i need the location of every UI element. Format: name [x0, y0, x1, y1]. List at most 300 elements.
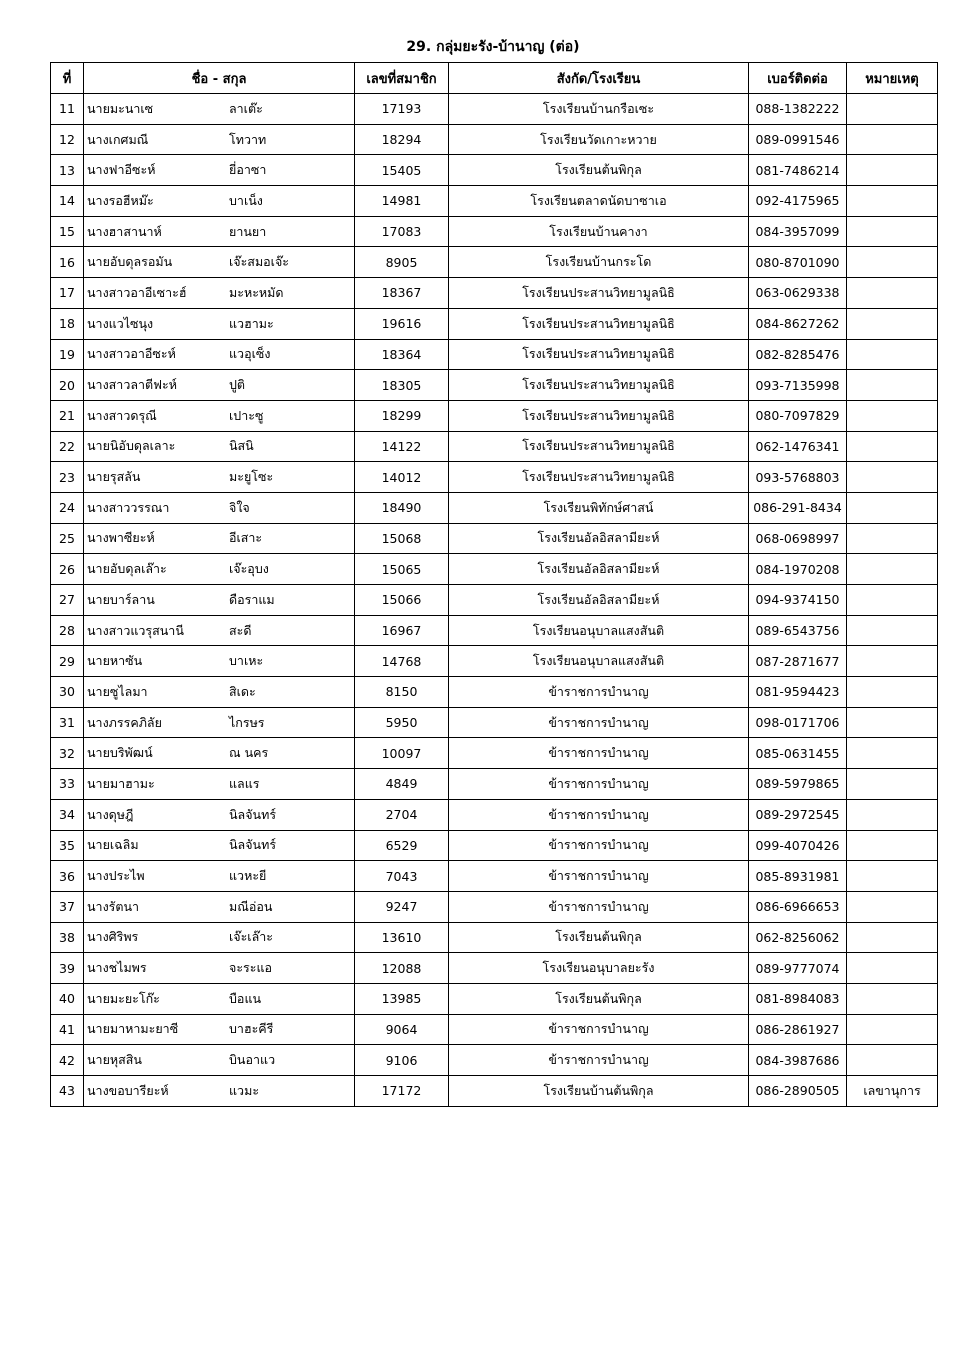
- row-number: 28: [51, 615, 84, 646]
- table-row: [51, 186, 938, 217]
- school: โรงเรียนต้นพิกุล: [449, 983, 749, 1014]
- school: โรงเรียนประสานวิทยามูลนิธิ: [449, 278, 749, 309]
- school: ข้าราชการบำนาญ: [449, 738, 749, 769]
- table-row: [51, 953, 938, 984]
- first-name: นายอับดุลรอมัน: [87, 254, 173, 270]
- first-name: นายรุสลัน: [87, 469, 141, 485]
- last-name: มณีอ่อน: [229, 898, 273, 914]
- member-id: 6529: [355, 830, 449, 861]
- phone: 062-1476341: [749, 431, 847, 462]
- note: [847, 799, 938, 830]
- school: โรงเรียนบ้านต้นพิกุล: [449, 1076, 749, 1107]
- note: [847, 615, 938, 646]
- last-name: แวหะยี: [229, 868, 267, 884]
- first-name: นางสาวอาอีซะห์: [87, 346, 176, 362]
- last-name: เปาะซู: [229, 407, 264, 423]
- member-id: 19616: [355, 308, 449, 339]
- first-name: นางสาวลาตีฟะห์: [87, 377, 177, 393]
- last-name: บาฮะคีรี: [229, 1021, 274, 1037]
- member-name: [84, 94, 355, 125]
- last-name: ยานยา: [229, 223, 267, 239]
- row-number: 30: [51, 677, 84, 708]
- member-name: [84, 216, 355, 247]
- table-row: [51, 400, 938, 431]
- table-row: [51, 707, 938, 738]
- note: [847, 124, 938, 155]
- school: ข้าราชการบำนาญ: [449, 861, 749, 892]
- note: เลขานุการ: [847, 1076, 938, 1107]
- note: [847, 216, 938, 247]
- school: โรงเรียนบ้านคางา: [449, 216, 749, 247]
- note: [847, 707, 938, 738]
- last-name: บาเน็ง: [229, 192, 263, 208]
- row-number: 38: [51, 922, 84, 953]
- note: [847, 922, 938, 953]
- school: โรงเรียนบ้านกรือเซะ: [449, 94, 749, 125]
- school: โรงเรียนอนุบาลยะรัง: [449, 953, 749, 984]
- row-number: 19: [51, 339, 84, 370]
- row-number: 42: [51, 1045, 84, 1076]
- last-name: สิเดะ: [229, 683, 256, 699]
- first-name: นายมะยะโก๊ะ: [87, 990, 160, 1006]
- phone: 068-0698997: [749, 523, 847, 554]
- row-number: 40: [51, 983, 84, 1014]
- phone: 081-9594423: [749, 677, 847, 708]
- row-number: 33: [51, 769, 84, 800]
- first-name: นายซูไลมา: [87, 683, 148, 699]
- member-name: [84, 738, 355, 769]
- first-name: นางรัตนา: [87, 898, 140, 914]
- school: โรงเรียนประสานวิทยามูลนิธิ: [449, 308, 749, 339]
- first-name: นางชไมพร: [87, 960, 147, 976]
- school: ข้าราชการบำนาญ: [449, 1045, 749, 1076]
- member-id: 18490: [355, 492, 449, 523]
- phone: 089-9777074: [749, 953, 847, 984]
- table-header-row: [51, 63, 938, 94]
- note: [847, 308, 938, 339]
- last-name: นิลจันทร์: [229, 837, 277, 853]
- member-id: 2704: [355, 799, 449, 830]
- table-row: [51, 1076, 938, 1107]
- school: โรงเรียนประสานวิทยามูลนิธิ: [449, 339, 749, 370]
- member-id: 10097: [355, 738, 449, 769]
- phone: 084-3987686: [749, 1045, 847, 1076]
- last-name: นิลจันทร์: [229, 806, 277, 822]
- member-id: 14768: [355, 646, 449, 677]
- table-row: [51, 339, 938, 370]
- school: โรงเรียนต้นพิกุล: [449, 922, 749, 953]
- member-name: [84, 247, 355, 278]
- last-name: แวอุเซ็ง: [229, 346, 271, 362]
- last-name: แวฮามะ: [229, 315, 274, 331]
- phone: 063-0629338: [749, 278, 847, 309]
- phone: 089-0991546: [749, 124, 847, 155]
- note: [847, 94, 938, 125]
- member-id: 12088: [355, 953, 449, 984]
- phone: 092-4175965: [749, 186, 847, 217]
- last-name: ยี่อาซา: [229, 162, 267, 178]
- last-name: โทวาท: [229, 131, 267, 147]
- last-name: ลาเต๊ะ: [229, 100, 263, 116]
- note: [847, 523, 938, 554]
- member-id: 9247: [355, 891, 449, 922]
- school: โรงเรียนตลาดนัดบาซาเอ: [449, 186, 749, 217]
- note: [847, 953, 938, 984]
- member-id: 8150: [355, 677, 449, 708]
- table-row: [51, 308, 938, 339]
- school: ข้าราชการบำนาญ: [449, 769, 749, 800]
- member-name: [84, 1014, 355, 1045]
- note: [847, 278, 938, 309]
- table-row: [51, 830, 938, 861]
- first-name: นายนิอับดุลเลาะ: [87, 438, 176, 454]
- note: [847, 738, 938, 769]
- member-id: 16967: [355, 615, 449, 646]
- phone: 086-291-8434: [749, 492, 847, 523]
- phone: 099-4070426: [749, 830, 847, 861]
- last-name: มะยูโซะ: [229, 469, 274, 485]
- member-id: 14981: [355, 186, 449, 217]
- note: [847, 1045, 938, 1076]
- school: โรงเรียนอัลอิสลามียะห์: [449, 585, 749, 616]
- member-name: [84, 124, 355, 155]
- table-row: [51, 523, 938, 554]
- row-number: 25: [51, 523, 84, 554]
- row-number: 20: [51, 370, 84, 401]
- school: ข้าราชการบำนาญ: [449, 707, 749, 738]
- first-name: นายมาหามะยาซี: [87, 1021, 179, 1037]
- member-id: 17083: [355, 216, 449, 247]
- school: โรงเรียนอัลอิสลามียะห์: [449, 523, 749, 554]
- note: [847, 431, 938, 462]
- member-name: [84, 339, 355, 370]
- header-school: สังกัด/โรงเรียน: [449, 63, 749, 94]
- member-table: [50, 62, 938, 1107]
- header-phone: เบอร์ติดต่อ: [749, 63, 847, 94]
- phone: 087-2871677: [749, 646, 847, 677]
- header-member-id: เลขที่สมาชิก: [355, 63, 449, 94]
- first-name: นางสาวแวรุสนานี: [87, 622, 184, 638]
- note: [847, 186, 938, 217]
- note: [847, 247, 938, 278]
- member-name: [84, 278, 355, 309]
- member-name: [84, 983, 355, 1014]
- phone: 082-8285476: [749, 339, 847, 370]
- member-name: [84, 585, 355, 616]
- member-id: 15066: [355, 585, 449, 616]
- first-name: นายบริพัฒน์: [87, 745, 153, 761]
- last-name: บินอาแว: [229, 1052, 276, 1068]
- table-row: [51, 677, 938, 708]
- member-id: 8905: [355, 247, 449, 278]
- phone: 086-2861927: [749, 1014, 847, 1045]
- phone: 085-8931981: [749, 861, 847, 892]
- table-row: [51, 1045, 938, 1076]
- school: โรงเรียนประสานวิทยามูลนิธิ: [449, 370, 749, 401]
- phone: 093-5768803: [749, 462, 847, 493]
- row-number: 35: [51, 830, 84, 861]
- phone: 089-5979865: [749, 769, 847, 800]
- member-id: 18294: [355, 124, 449, 155]
- member-id: 4849: [355, 769, 449, 800]
- phone: 085-0631455: [749, 738, 847, 769]
- table-row: [51, 124, 938, 155]
- last-name: สะดี: [229, 622, 252, 638]
- row-number: 32: [51, 738, 84, 769]
- row-number: 21: [51, 400, 84, 431]
- member-id: 14012: [355, 462, 449, 493]
- member-id: 5950: [355, 707, 449, 738]
- member-name: [84, 799, 355, 830]
- member-id: 15068: [355, 523, 449, 554]
- note: [847, 677, 938, 708]
- member-name: [84, 861, 355, 892]
- phone: 080-8701090: [749, 247, 847, 278]
- member-name: [84, 769, 355, 800]
- first-name: นางภรรคภิลัย: [87, 714, 162, 730]
- member-id: 13610: [355, 922, 449, 953]
- table-row: [51, 738, 938, 769]
- last-name: เจ๊ะเล๊าะ: [229, 929, 273, 945]
- member-id: 15065: [355, 554, 449, 585]
- member-id: 18364: [355, 339, 449, 370]
- table-row: [51, 492, 938, 523]
- member-name: [84, 922, 355, 953]
- note: [847, 585, 938, 616]
- last-name: ปูติ: [229, 377, 246, 393]
- last-name: แวมะ: [229, 1082, 260, 1098]
- table-row: [51, 155, 938, 186]
- header-note: หมายเหตุ: [847, 63, 938, 94]
- table-row: [51, 983, 938, 1014]
- phone: 062-8256062: [749, 922, 847, 953]
- row-number: 26: [51, 554, 84, 585]
- school: โรงเรียนประสานวิทยามูลนิธิ: [449, 400, 749, 431]
- note: [847, 646, 938, 677]
- last-name: บาเหะ: [229, 653, 264, 669]
- first-name: นางฮาสานาห์: [87, 223, 162, 239]
- member-name: [84, 554, 355, 585]
- last-name: ดือราแม: [229, 591, 275, 607]
- member-name: [84, 953, 355, 984]
- table-row: [51, 922, 938, 953]
- phone: 089-2972545: [749, 799, 847, 830]
- first-name: นางขอบารียะห์: [87, 1082, 169, 1098]
- row-number: 17: [51, 278, 84, 309]
- table-row: [51, 861, 938, 892]
- phone: 086-6966653: [749, 891, 847, 922]
- row-number: 12: [51, 124, 84, 155]
- table-row: [51, 1014, 938, 1045]
- phone: 086-2890505: [749, 1076, 847, 1107]
- member-id: 18367: [355, 278, 449, 309]
- member-id: 9106: [355, 1045, 449, 1076]
- member-name: [84, 891, 355, 922]
- member-id: 18305: [355, 370, 449, 401]
- note: [847, 400, 938, 431]
- first-name: นางสาวดรุณี: [87, 407, 157, 423]
- last-name: ณ นคร: [229, 745, 269, 761]
- school: โรงเรียนบ้านกระโด: [449, 247, 749, 278]
- table-row: [51, 278, 938, 309]
- row-number: 29: [51, 646, 84, 677]
- last-name: จะระแอ: [229, 960, 273, 976]
- last-name: แลแร: [229, 775, 260, 791]
- table-row: [51, 431, 938, 462]
- school: โรงเรียนพิทักษ์ศาสน์: [449, 492, 749, 523]
- member-name: [84, 155, 355, 186]
- last-name: ไกรษร: [229, 714, 265, 730]
- last-name: อีเสาะ: [229, 530, 263, 546]
- last-name: เจ๊ะอุบง: [229, 561, 269, 577]
- school: โรงเรียนประสานวิทยามูลนิธิ: [449, 462, 749, 493]
- table-row: [51, 94, 938, 125]
- row-number: 11: [51, 94, 84, 125]
- table-row: [51, 646, 938, 677]
- last-name: นิสนิ: [229, 438, 254, 454]
- note: [847, 554, 938, 585]
- table-row: [51, 891, 938, 922]
- last-name: เจ๊ะสมอเจ๊ะ: [229, 254, 289, 270]
- member-name: [84, 492, 355, 523]
- first-name: นายมาฮามะ: [87, 775, 155, 791]
- phone: 084-3957099: [749, 216, 847, 247]
- first-name: นางสาวอาอีเซาะฮ์: [87, 284, 187, 300]
- note: [847, 769, 938, 800]
- note: [847, 983, 938, 1014]
- first-name: นางประไพ: [87, 868, 145, 884]
- member-name: [84, 1076, 355, 1107]
- row-number: 39: [51, 953, 84, 984]
- note: [847, 492, 938, 523]
- first-name: นายหุสสิน: [87, 1052, 142, 1068]
- member-id: 17193: [355, 94, 449, 125]
- note: [847, 462, 938, 493]
- table-row: [51, 615, 938, 646]
- school: โรงเรียนอัลอิสลามียะห์: [449, 554, 749, 585]
- phone: 081-8984083: [749, 983, 847, 1014]
- row-number: 16: [51, 247, 84, 278]
- member-id: 9064: [355, 1014, 449, 1045]
- table-row: [51, 216, 938, 247]
- phone: 088-1382222: [749, 94, 847, 125]
- row-number: 31: [51, 707, 84, 738]
- last-name: บือแน: [229, 990, 262, 1006]
- member-name: [84, 615, 355, 646]
- member-name: [84, 186, 355, 217]
- table-row: [51, 769, 938, 800]
- row-number: 18: [51, 308, 84, 339]
- member-name: [84, 707, 355, 738]
- school: ข้าราชการบำนาญ: [449, 891, 749, 922]
- first-name: นางสาววรรณา: [87, 499, 170, 515]
- row-number: 13: [51, 155, 84, 186]
- page-title: 29. กลุ่มยะรัง-บ้านาญ (ต่อ): [406, 39, 580, 55]
- note: [847, 1014, 938, 1045]
- school: ข้าราชการบำนาญ: [449, 1014, 749, 1045]
- school: โรงเรียนอนุบาลแสงสันติ: [449, 646, 749, 677]
- table-row: [51, 554, 938, 585]
- school: โรงเรียนอนุบาลแสงสันติ: [449, 615, 749, 646]
- first-name: นายมะนาเซ: [87, 100, 154, 116]
- table-row: [51, 247, 938, 278]
- row-number: 14: [51, 186, 84, 217]
- phone: 093-7135998: [749, 370, 847, 401]
- first-name: นางพาซียะห์: [87, 530, 155, 546]
- row-number: 36: [51, 861, 84, 892]
- school: โรงเรียนต้นพิกุล: [449, 155, 749, 186]
- note: [847, 370, 938, 401]
- member-name: [84, 308, 355, 339]
- first-name: นายเฉลิม: [87, 837, 139, 853]
- table-row: [51, 370, 938, 401]
- member-id: 7043: [355, 861, 449, 892]
- header-name: ชื่อ - สกุล: [84, 63, 355, 94]
- first-name: นางเกศมณี: [87, 131, 149, 147]
- school: โรงเรียนประสานวิทยามูลนิธิ: [449, 431, 749, 462]
- school: ข้าราชการบำนาญ: [449, 799, 749, 830]
- member-id: 13985: [355, 983, 449, 1014]
- note: [847, 861, 938, 892]
- school: ข้าราชการบำนาญ: [449, 830, 749, 861]
- first-name: นายอับดุลเล๊าะ: [87, 561, 167, 577]
- school: โรงเรียนวัดเกาะหวาย: [449, 124, 749, 155]
- row-number: 41: [51, 1014, 84, 1045]
- first-name: นายบาร์ลาน: [87, 591, 155, 607]
- note: [847, 830, 938, 861]
- phone: 084-1970208: [749, 554, 847, 585]
- row-number: 24: [51, 492, 84, 523]
- first-name: นางแวไซนุง: [87, 315, 154, 331]
- header-no: ที่: [51, 63, 84, 94]
- first-name: นางรอฮีหม๊ะ: [87, 192, 154, 208]
- first-name: นางฟาอีซะห์: [87, 162, 156, 178]
- table-row: [51, 799, 938, 830]
- member-id: 15405: [355, 155, 449, 186]
- member-name: [84, 677, 355, 708]
- row-number: 15: [51, 216, 84, 247]
- first-name: นางดุษฎี: [87, 806, 134, 822]
- row-number: 22: [51, 431, 84, 462]
- phone: 081-7486214: [749, 155, 847, 186]
- member-id: 18299: [355, 400, 449, 431]
- row-number: 23: [51, 462, 84, 493]
- member-name: [84, 431, 355, 462]
- member-id: 17172: [355, 1076, 449, 1107]
- phone: 098-0171706: [749, 707, 847, 738]
- row-number: 43: [51, 1076, 84, 1107]
- member-name: [84, 462, 355, 493]
- member-name: [84, 370, 355, 401]
- note: [847, 155, 938, 186]
- note: [847, 339, 938, 370]
- member-id: 14122: [355, 431, 449, 462]
- last-name: จิใจ: [229, 499, 250, 515]
- row-number: 27: [51, 585, 84, 616]
- member-name: [84, 646, 355, 677]
- table-row: [51, 462, 938, 493]
- table-row: [51, 585, 938, 616]
- phone: 089-6543756: [749, 615, 847, 646]
- last-name: มะหะหมัด: [229, 284, 284, 300]
- row-number: 37: [51, 891, 84, 922]
- member-name: [84, 523, 355, 554]
- note: [847, 891, 938, 922]
- phone: 094-9374150: [749, 585, 847, 616]
- member-name: [84, 400, 355, 431]
- phone: 084-8627262: [749, 308, 847, 339]
- school: ข้าราชการบำนาญ: [449, 677, 749, 708]
